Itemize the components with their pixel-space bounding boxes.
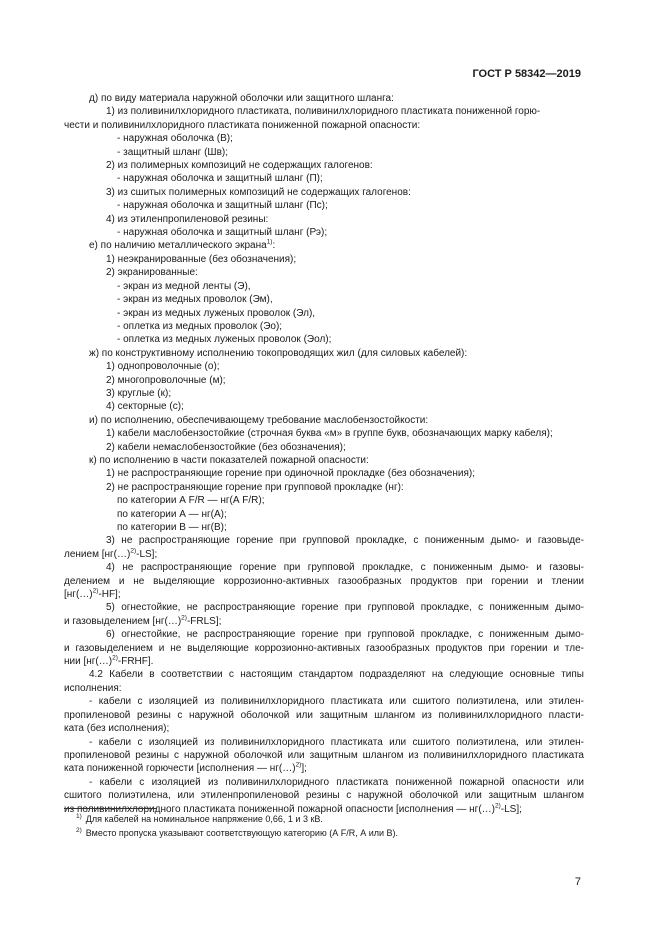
text-line <box>64 668 584 681</box>
text-line <box>64 682 584 695</box>
line-text: 2) из полимерных композиций не содержащих галогенов: <box>106 160 373 172</box>
text-line <box>64 481 584 494</box>
line-text: 4) секторные (с); <box>106 401 184 413</box>
line-text: ж) по конструктивному исполнению токопроводящих жил (для силовых кабелей): <box>89 347 468 359</box>
text-line <box>64 642 584 655</box>
line-text: 1) не распространяющие горение при одиночной прокладке (без обозначения); <box>106 468 475 480</box>
line-text: и газовыделением и не выделяющие коррозионно-активных газообразных продуктов при горении и тле- <box>64 642 584 654</box>
text-line <box>64 427 584 440</box>
line-text: 2) экранированные: <box>106 267 198 279</box>
footnote-reference: 2) <box>181 614 187 622</box>
line-text: по категории В — нг(В); <box>117 522 227 533</box>
text-line <box>64 548 584 561</box>
line-text: - экран из медных луженых проволок (Эл), <box>117 307 316 319</box>
text-line <box>64 722 584 735</box>
text-line <box>64 280 584 293</box>
text-line <box>64 92 584 105</box>
text-line <box>64 105 584 118</box>
line-text: к) по исполнению в части показателей пожарной опасности: <box>89 454 369 466</box>
text-line <box>64 454 584 467</box>
text-line <box>64 186 584 199</box>
line-text: по категории А — нг(А); <box>117 508 227 520</box>
text-line <box>64 588 584 601</box>
text-line <box>64 521 584 534</box>
text-line <box>64 132 584 145</box>
footnote-text: Для кабелей на номинальное напряжение 0,66, 1 и 3 кВ. <box>85 814 323 824</box>
text-line <box>64 601 584 614</box>
text-line <box>64 293 584 306</box>
text-line <box>64 253 584 266</box>
line-text: пропиленовой резины с наружной оболочкой или защитным шлангом из поливинилхлоридного пластиката <box>64 749 584 761</box>
footnote-reference: 2) <box>92 587 99 595</box>
footnote-mark: 2) <box>76 827 82 834</box>
line-text-tail: -LS]; <box>136 548 158 560</box>
footnote-1 <box>76 814 323 824</box>
line-text: - оплетка из медных луженых проволок (Эол); <box>117 334 332 346</box>
line-text: 5) огнестойкие, не распространяющие горение при групповой прокладке, с пониженным дымо- <box>106 602 584 614</box>
text-line <box>64 695 584 708</box>
line-text: 1) неэкранированные (без обозначения); <box>106 253 297 265</box>
line-text: делением и не выделяющие коррозионно-активных газообразных продуктов при горении и тлении <box>64 575 584 587</box>
footnote-reference: 2) <box>112 654 118 662</box>
line-text: - экран из медных проволок (Эм), <box>117 294 273 306</box>
text-line <box>64 508 584 521</box>
line-text: - защитный шланг (Шв); <box>117 146 229 158</box>
line-text: 4) из этиленпропиленовой резины: <box>106 213 269 225</box>
line-text: и газовыделением [нг(…) <box>64 615 182 627</box>
text-line <box>64 709 584 722</box>
text-line <box>64 467 584 480</box>
line-text-tail: -HF]; <box>98 589 121 601</box>
line-text: 2) не распространяющие горение при групповой прокладке (нг): <box>106 481 404 493</box>
line-text: - экран из медной ленты (Э), <box>117 280 251 292</box>
line-text: - оплетка из медных проволок (Эо); <box>117 320 283 332</box>
text-line <box>64 400 584 413</box>
text-line <box>64 146 584 159</box>
line-text-tail: -FRLS]; <box>186 615 222 627</box>
text-line <box>64 172 584 185</box>
line-text: 4) не распространяющие горение при групповой прокладке, с пониженным дымо- и газовы- <box>106 562 584 574</box>
line-text: 2) кабели немаслобензостойкие (без обозначения); <box>106 441 346 453</box>
line-text: е) по наличию металлического экрана <box>89 240 267 252</box>
page-number: 7 <box>574 876 581 888</box>
line-text: из поливинилхлоридного пластиката пониженной пожарной опасности [исполнения — нг(…) <box>64 803 495 815</box>
line-text: - кабели с изоляцией из поливинилхлоридного пластиката или сшитого полиэтилена, или этилен- <box>89 736 584 748</box>
footnote-reference: 2) <box>295 761 302 769</box>
text-line <box>64 789 584 802</box>
line-text: и) по исполнению, обеспечивающему требование маслобензостойкости: <box>89 414 429 426</box>
line-text: по категории А F/R — нг(А F/R); <box>117 495 265 507</box>
line-text: - наружная оболочка и защитный шланг (П); <box>117 173 323 185</box>
line-text: - кабели с изоляцией из поливинилхлоридного пластиката пониженной пожарной опасности или <box>89 776 584 788</box>
line-text: - наружная оболочка (В); <box>117 133 233 145</box>
text-line <box>64 441 584 454</box>
line-text-tail: ]; <box>301 763 307 775</box>
line-text: лением [нг(…) <box>64 548 131 560</box>
line-text: нии [нг(…) <box>64 656 113 668</box>
text-line <box>64 307 584 320</box>
text-line <box>64 266 584 279</box>
line-text: д) по виду материала наружной оболочки или защитного шланга: <box>89 93 394 104</box>
line-text: 2) многопроволочные (м); <box>106 374 226 386</box>
text-line <box>64 347 584 360</box>
text-line <box>64 414 584 427</box>
line-text: 6) огнестойкие, не распространяющие горение при групповой прокладке, с пониженным дымо- <box>106 629 584 641</box>
document-body <box>64 92 584 816</box>
line-text: - наружная оболочка и защитный шланг (Рэ); <box>117 227 328 239</box>
text-line <box>64 561 584 574</box>
text-line <box>64 494 584 507</box>
text-line <box>64 749 584 762</box>
line-text: ката пониженной горючести [исполнения — нг(…) <box>64 763 296 775</box>
text-line <box>64 119 584 132</box>
line-text: 3) из сшитых полимерных композиций не содержащих галогенов: <box>106 186 411 198</box>
line-text-tail: -LS]; <box>500 803 522 815</box>
line-text: сшитого полиэтилена, или этиленпропиленовой резины с наружной оболочкой или защитным шлангом <box>64 790 584 802</box>
text-line <box>64 776 584 789</box>
footnote-text: Вместо пропуска указывают соответствующую категорию (А F/R, А или В). <box>85 828 399 838</box>
text-line <box>64 199 584 212</box>
text-line <box>64 333 584 346</box>
line-text: чести и поливинилхлоридного пластиката пониженной пожарной опасности: <box>64 119 421 131</box>
footnote-reference: 2) <box>494 802 501 810</box>
line-text-tail: -FRHF]. <box>117 656 154 668</box>
text-line <box>64 226 584 239</box>
line-text: 3) не распространяющие горение при групповой прокладке, с пониженным дымо- и газовыде- <box>106 535 584 547</box>
line-text: 3) круглые (к); <box>106 387 172 399</box>
text-line <box>64 320 584 333</box>
line-text: - кабели с изоляцией из поливинилхлоридного пластиката или сшитого полиэтилена, или этилен- <box>89 696 584 708</box>
text-line <box>64 762 584 775</box>
line-text: исполнения: <box>64 682 122 694</box>
line-text: [нг(…) <box>64 589 93 601</box>
footnote-reference: 2) <box>130 547 137 555</box>
text-line <box>64 387 584 400</box>
footnote-separator <box>64 808 156 809</box>
line-text: - наружная оболочка и защитный шланг (Пс); <box>117 200 328 212</box>
text-line <box>64 213 584 226</box>
text-line <box>64 159 584 172</box>
text-line <box>64 628 584 641</box>
line-text: 1) однопроволочные (о); <box>106 361 220 373</box>
line-text: 4.2 Кабели в соответствии с настоящим стандартом подразделяют на следующие основные типы <box>89 669 584 681</box>
footnote-reference: 1) <box>266 239 273 247</box>
text-line <box>64 374 584 387</box>
footnote-mark: 1) <box>76 813 82 820</box>
text-line <box>64 736 584 749</box>
footnote-2 <box>76 828 398 838</box>
standard-designation: ГОСТ Р 58342—2019 <box>472 68 581 80</box>
line-text: ката (без исполнения); <box>64 723 170 735</box>
text-line <box>64 655 584 668</box>
line-text: 1) из поливинилхлоридного пластиката, поливинилхлоридного пластиката пониженной горю- <box>106 106 541 118</box>
text-line <box>64 360 584 373</box>
text-line <box>64 615 584 628</box>
line-text-tail: : <box>272 240 276 252</box>
line-text: пропиленовой резины с наружной оболочкой или защитным шлангом из поливинилхлоридного пласти- <box>64 709 584 721</box>
text-line <box>64 239 584 252</box>
line-text: 1) кабели маслобензостойкие (строчная буква «м» в группе букв, обозначающих марку кабеля); <box>106 428 553 440</box>
text-line <box>64 575 584 588</box>
text-line <box>64 534 584 547</box>
